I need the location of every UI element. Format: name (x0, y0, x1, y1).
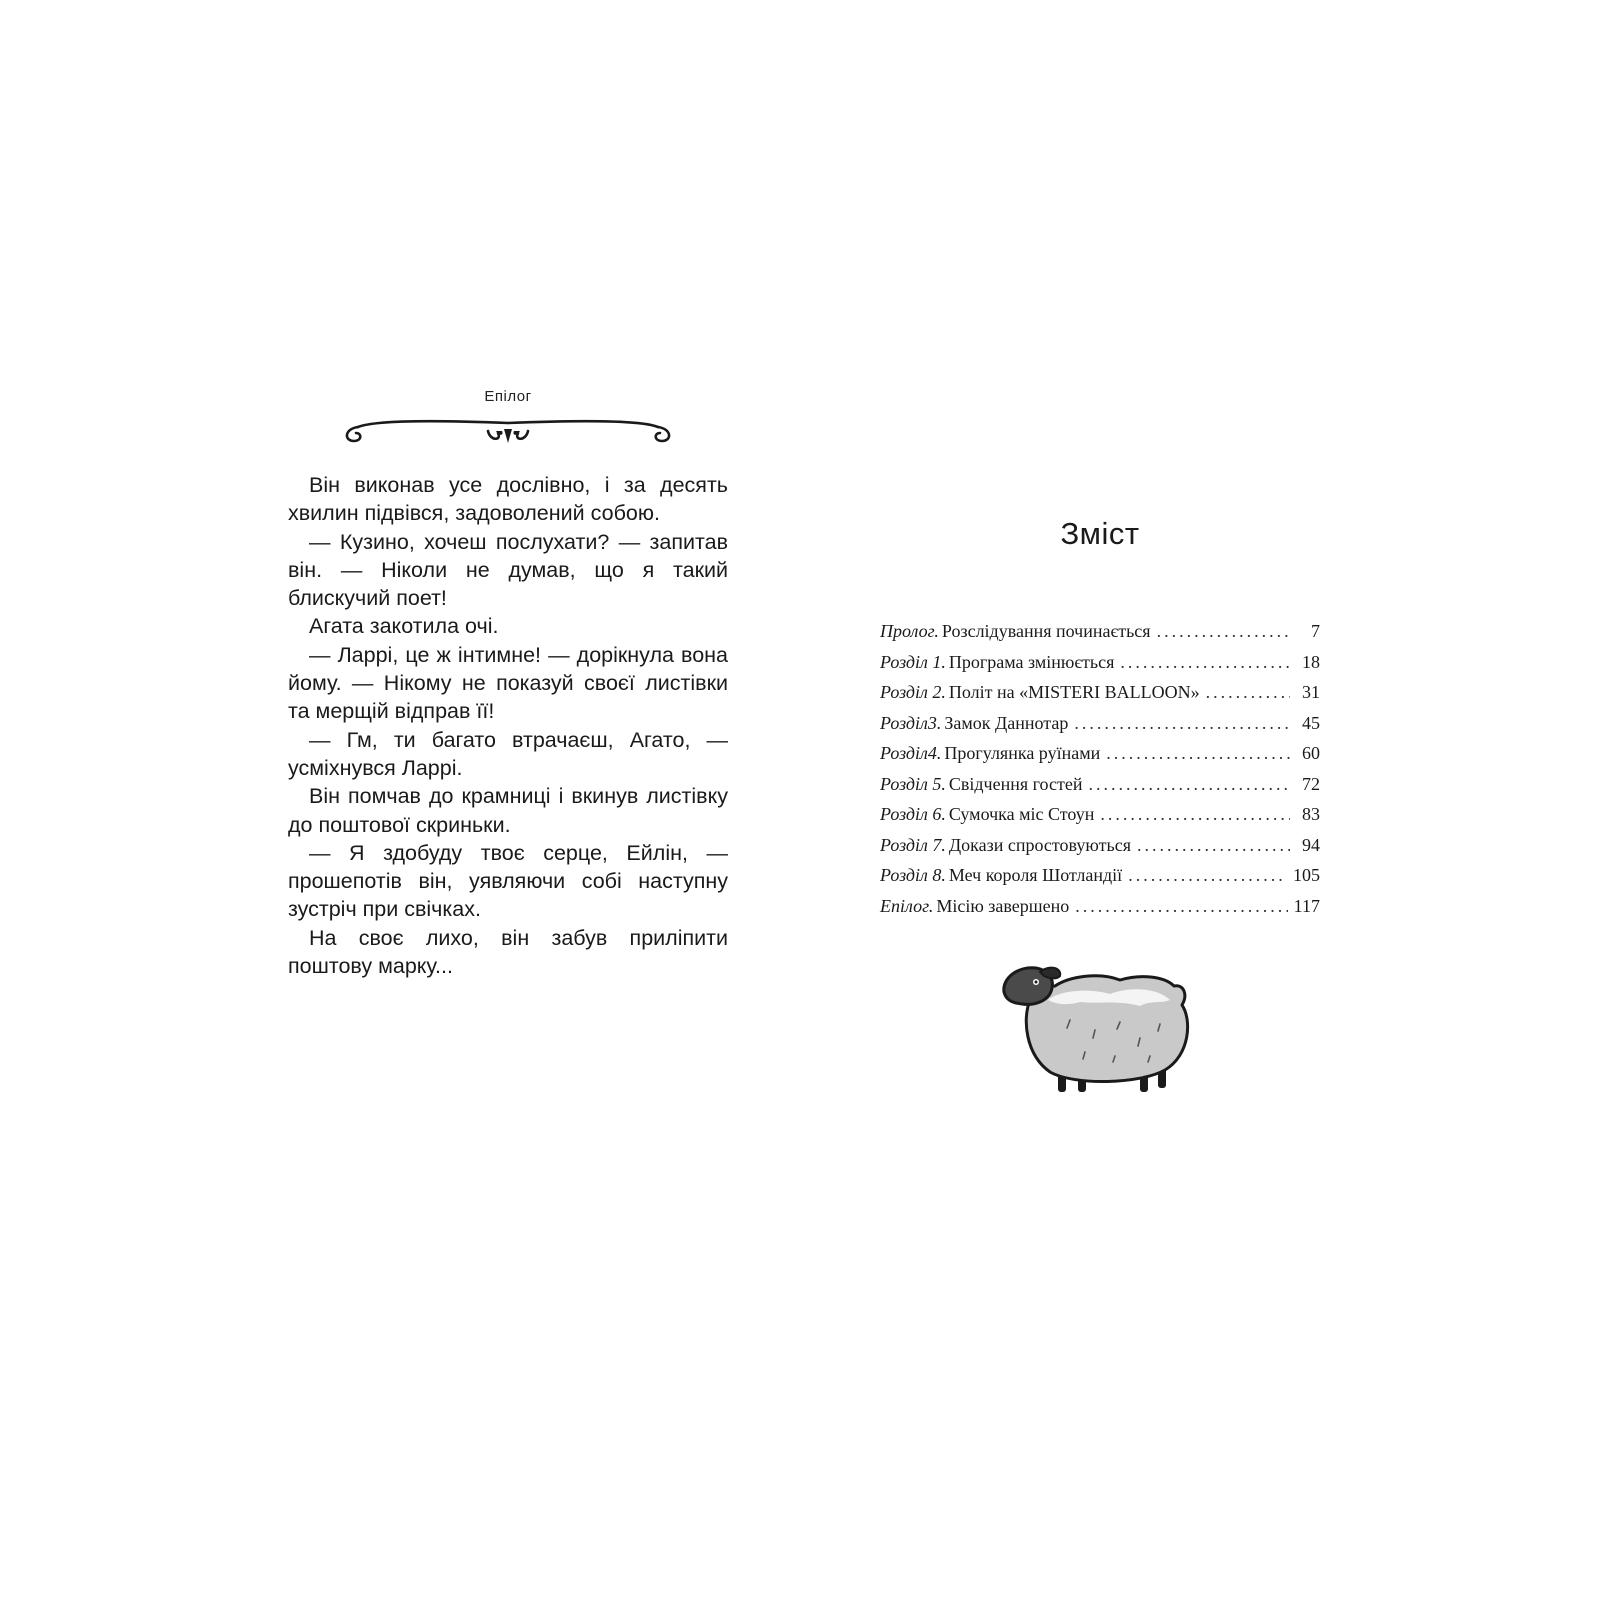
toc-entry-title: Місію завершено (936, 895, 1070, 916)
paragraph: — Кузино, хочеш послухати? — запитав він. — Ніколи не думав, що я такий блискучий поет! (288, 529, 728, 611)
toc-entry-title: Замок Даннотар (944, 712, 1069, 733)
toc-leader-dots (1157, 616, 1290, 647)
toc-entry[interactable] (880, 708, 1320, 739)
toc-leader-dots (1074, 708, 1290, 739)
toc-entry-page: 18 (1302, 651, 1320, 672)
toc-entry[interactable] (880, 738, 1320, 769)
toc-entry-title: Розслідування починається (941, 621, 1151, 641)
toc-entry-page: 45 (1302, 712, 1320, 733)
toc-entry-page: 7 (1311, 621, 1320, 641)
toc-entry-prefix: Епілог. (880, 895, 934, 916)
toc-entry[interactable] (880, 799, 1320, 830)
ornament-divider (338, 411, 678, 445)
toc-entry-title: Прогулянка руїнами (944, 743, 1101, 763)
toc-entry-page: 105 (1293, 865, 1320, 885)
left-page (288, 388, 728, 980)
toc-leader-dots (1106, 738, 1290, 769)
toc-entry-title: Програма змінюється (948, 651, 1115, 672)
toc-entry-title: Політ на «MISTERI BALLOON» (948, 682, 1200, 702)
sheep-illustration (1000, 960, 1220, 1110)
toc-leader-dots (1075, 891, 1287, 922)
toc-entry-prefix: Пролог. (880, 621, 939, 641)
toc-leader-dots (1128, 860, 1287, 891)
toc-entry-page: 83 (1302, 804, 1320, 824)
toc-entry-prefix: Розділ4. (880, 743, 942, 763)
toc-entry[interactable] (880, 860, 1320, 891)
toc-entry-title: Сумочка міс Стоун (948, 804, 1095, 824)
paragraph: — Ларрі, це ж інтимне! — дорікнула вона йому. — Нікому не показуй своєї листівки та мерщій відправ її! (288, 642, 728, 724)
paragraph: — Я здобуду твоє серце, Ейлін, — прошепотів він, уявляючи собі наступну зустріч при свічках. (288, 840, 728, 922)
paragraph: — Гм, ти багато втрачаєш, Агато, — усміхнувся Ларрі. (288, 727, 728, 780)
toc-entry-page: 60 (1302, 743, 1320, 763)
toc-entry-page: 117 (1293, 895, 1320, 916)
toc-entry-title: Свідчення гостей (948, 773, 1083, 794)
toc-entry[interactable] (880, 769, 1320, 800)
toc-entry-page: 72 (1302, 773, 1320, 794)
toc-entry-prefix: Розділ 7. (880, 834, 946, 855)
paragraph: Він помчав до крамниці і вкинув листівку до поштової скриньки. (288, 784, 728, 837)
toc-heading: Зміст (1060, 516, 1140, 551)
toc-entry-prefix: Розділ 6. (880, 804, 946, 824)
paragraph: Агата закотила очі. (309, 614, 499, 639)
toc-entry-prefix: Розділ 8. (880, 865, 946, 885)
toc-leader-dots (1137, 830, 1290, 861)
toc-entry-prefix: Розділ 1. (880, 651, 946, 672)
toc-leader-dots (1120, 647, 1290, 678)
toc-entry[interactable] (880, 830, 1320, 861)
running-head: Епілог (484, 388, 532, 405)
table-of-contents (880, 616, 1320, 921)
toc-entry[interactable] (880, 616, 1320, 647)
toc-leader-dots (1206, 677, 1290, 708)
toc-entry-title: Докази спростовуються (948, 834, 1131, 855)
toc-entry-prefix: Розділ3. (880, 712, 942, 733)
body-text (288, 471, 728, 980)
toc-leader-dots (1088, 769, 1290, 800)
right-page (880, 500, 1320, 921)
paragraph: Він виконав усе дослівно, і за десять хвилин підвівся, задоволений собою. (288, 473, 728, 526)
toc-leader-dots (1100, 799, 1290, 830)
toc-entry-page: 31 (1302, 682, 1320, 702)
toc-entry-page: 94 (1302, 834, 1320, 855)
toc-entry-prefix: Розділ 5. (880, 773, 946, 794)
toc-entry[interactable] (880, 647, 1320, 678)
toc-entry-prefix: Розділ 2. (880, 682, 946, 702)
paragraph: На своє лихо, він забув приліпити поштову марку... (288, 925, 728, 979)
toc-entry[interactable] (880, 677, 1320, 708)
toc-entry[interactable] (880, 891, 1320, 922)
toc-entry-title: Меч короля Шотландії (948, 865, 1123, 885)
